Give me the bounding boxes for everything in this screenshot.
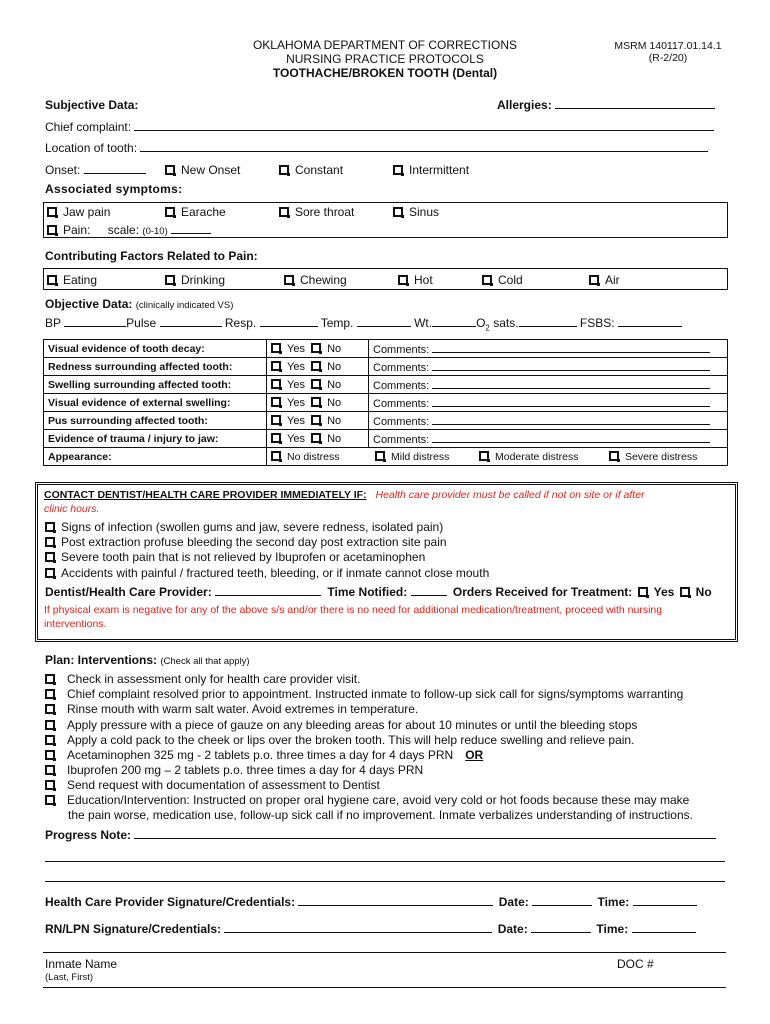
provider-label: Dentist/Health Care Provider:: [45, 585, 212, 599]
checkbox-icon[interactable]: [311, 361, 321, 371]
hcp-signature-row[interactable]: [45, 895, 697, 909]
rn-signature-line: [224, 922, 492, 933]
checkbox-icon: [165, 165, 175, 175]
contact-item-accidents[interactable]: [45, 566, 489, 580]
plan-item-check-in[interactable]: [45, 672, 360, 686]
checkbox-icon: [47, 225, 57, 235]
plan-item-pressure[interactable]: [45, 718, 637, 732]
wt-line: [432, 316, 476, 327]
checkbox-icon: [284, 275, 294, 285]
comments-cell[interactable]: [369, 394, 728, 412]
comments-label: Comments:: [373, 397, 430, 410]
drinking-label: Drinking: [181, 273, 226, 287]
vitals-row[interactable]: [45, 316, 682, 332]
air-label: Air: [605, 273, 620, 287]
yes-no-cell[interactable]: [267, 340, 369, 358]
pulse-line: [160, 316, 222, 327]
hot-checkbox[interactable]: [398, 273, 433, 287]
table-row: [44, 376, 728, 394]
sinus-checkbox[interactable]: [393, 205, 439, 219]
sats-label: sats.: [493, 316, 519, 330]
checkbox-icon: [47, 275, 57, 285]
checkbox-icon: [609, 451, 619, 461]
yes-no-cell[interactable]: [267, 394, 369, 412]
chief-complaint-field[interactable]: [45, 120, 714, 134]
comments-label: Comments:: [373, 361, 430, 374]
checkbox-icon: [165, 275, 175, 285]
header-line1: OKLAHOMA DEPARTMENT OF CORRECTIONS: [252, 38, 518, 52]
checkbox-icon[interactable]: [311, 343, 321, 353]
comments-line: [432, 378, 710, 389]
allergies-field[interactable]: [497, 98, 715, 112]
comments-cell[interactable]: [369, 340, 728, 358]
revision-text: (R-2/20): [648, 52, 688, 64]
checkbox-icon: [375, 451, 385, 461]
plan-label: Plan: Interventions:: [45, 653, 158, 667]
plan-item-ibuprofen[interactable]: [45, 763, 423, 777]
contact-item-label: Post extraction profuse bleeding the second day post extraction site pain: [61, 535, 447, 549]
checkbox-icon: [393, 165, 403, 175]
education-continuation: the pain worse, medication use, follow-up sick call if no improvement. Inmate verbalizes understanding of instructions.: [68, 808, 693, 822]
negative-exam-line2: interventions.: [44, 618, 107, 630]
contact-item-label: Accidents with painful / fractured teeth, bleeding, or if inmate cannot close mouth: [61, 566, 490, 580]
onset-line: [84, 163, 146, 174]
yes-no-cell[interactable]: [267, 358, 369, 376]
plan-note: (Check all that apply): [160, 656, 250, 667]
checkbox-icon[interactable]: [311, 397, 321, 407]
objective-note: (clinically indicated VS): [135, 300, 234, 311]
chewing-label: Chewing: [300, 273, 347, 287]
checkbox-icon: [45, 522, 55, 532]
form-number: [613, 40, 723, 64]
earache-label: Earache: [181, 205, 226, 219]
jaw-pain-label: Jaw pain: [63, 205, 111, 219]
or-label: OR: [465, 748, 484, 762]
sore-throat-checkbox[interactable]: [279, 205, 354, 219]
checkbox-icon[interactable]: [271, 397, 281, 407]
comments-cell[interactable]: [369, 358, 728, 376]
comments-line: [432, 360, 710, 371]
mild-distress-label: Mild distress: [391, 450, 450, 463]
time-notified-label: Time Notified:: [327, 585, 408, 599]
onset-intermittent-checkbox[interactable]: [393, 163, 469, 177]
onset-constant-label: Constant: [295, 163, 344, 177]
appearance-options[interactable]: [267, 448, 728, 466]
checkbox-icon: [398, 275, 408, 285]
checkbox-icon: [279, 207, 289, 217]
plan-item-cold-pack[interactable]: [45, 733, 634, 747]
pain-scale-line: [171, 223, 211, 234]
checkbox-icon: [45, 552, 55, 562]
temp-line: [357, 316, 411, 327]
checkbox-icon[interactable]: [311, 433, 321, 443]
table-row: [44, 394, 728, 412]
fsbs-label: FSBS:: [579, 316, 615, 330]
cold-checkbox[interactable]: [482, 273, 523, 287]
chief-complaint-line: [134, 120, 714, 131]
objective-label: Objective Data:: [45, 297, 133, 311]
checkbox-icon[interactable]: [271, 433, 281, 443]
header-line2: NURSING PRACTICE PROTOCOLS: [286, 52, 484, 66]
table-row: [44, 448, 728, 466]
page-title: TOOTHACHE/BROKEN TOOTH (Dental): [272, 66, 498, 80]
objective-table: [43, 339, 728, 466]
sinus-label: Sinus: [409, 205, 440, 219]
comments-line: [432, 432, 710, 443]
onset-field[interactable]: [45, 163, 146, 177]
hcp-time-line: [633, 895, 697, 906]
appearance-label: Appearance:: [44, 448, 267, 466]
hcp-time-label: Time:: [597, 895, 630, 909]
table-row: [44, 358, 728, 376]
table-row: [44, 412, 728, 430]
rn-time-line: [632, 922, 696, 933]
no-label: No: [327, 396, 342, 409]
comments-line: [432, 396, 710, 407]
wt-label: Wt.: [414, 316, 433, 330]
form-number-text: MSRM 140117.01.14.1: [614, 40, 722, 52]
progress-note-field[interactable]: [45, 828, 716, 842]
o2-subscript: 2: [485, 323, 490, 333]
eating-checkbox[interactable]: [47, 273, 97, 287]
checkbox-icon: [589, 275, 599, 285]
hcp-signature-line: [298, 895, 493, 906]
row-label: Evidence of trauma / injury to jaw:: [44, 430, 267, 448]
doc-number-label: DOC #: [617, 957, 654, 971]
row-label: Visual evidence of external swelling:: [44, 394, 267, 412]
yes-label: Yes: [287, 342, 305, 355]
jaw-pain-checkbox[interactable]: [47, 205, 110, 219]
moderate-distress-label: Moderate distress: [495, 450, 579, 463]
comments-label: Comments:: [373, 343, 430, 356]
location-line: [140, 141, 708, 152]
yes-label: Yes: [287, 396, 305, 409]
checkbox-icon: [45, 537, 55, 547]
plan-item-label: Apply a cold pack to the cheek or lips over the broken tooth. This will help reduce swelling and relieve pain.: [67, 733, 635, 747]
plan-item-label: Rinse mouth with warm salt water.: [67, 702, 250, 716]
onset-label: Onset:: [45, 163, 81, 177]
contact-note-line1: Health care provider must be called if not on site or if after: [375, 489, 645, 501]
contact-note-line2: clinic hours.: [44, 503, 100, 515]
checkbox-icon: [482, 275, 492, 285]
progress-line: [134, 828, 716, 839]
no-label: No: [327, 414, 342, 427]
o2-label: O: [476, 316, 486, 330]
sore-throat-label: Sore throat: [295, 205, 355, 219]
provider-line: [215, 585, 321, 596]
progress-line-3[interactable]: [45, 881, 725, 882]
comments-label: Comments:: [373, 415, 430, 428]
negative-exam-line1: If physical exam is negative for any of the above s/s and/or there is no need for additional medication/treatment, proceed with nursing: [44, 604, 663, 616]
checkbox-icon[interactable]: [271, 361, 281, 371]
earache-checkbox[interactable]: [165, 205, 226, 219]
checkbox-icon: [45, 750, 55, 760]
checkbox-icon: [279, 165, 289, 175]
rn-signature-row[interactable]: [45, 922, 696, 936]
onset-constant-checkbox[interactable]: [279, 163, 343, 177]
comments-label: Comments:: [373, 433, 430, 446]
pain-label: Pain:: [63, 223, 91, 237]
no-distress-label: No distress: [287, 450, 340, 463]
temp-label: Temp.: [320, 316, 354, 330]
hcp-signature-label: Health Care Provider Signature/Credentials:: [45, 895, 296, 909]
plan-item-label: Ibuprofen 200 mg – 2 tablets p.o. three times a day for 4 days PRN: [67, 763, 424, 777]
sats-line: [519, 316, 577, 327]
checkbox-icon: [45, 795, 55, 805]
onset-intermittent-label: Intermittent: [409, 163, 470, 177]
location-field[interactable]: [45, 141, 708, 155]
no-label: No: [327, 378, 342, 391]
plan-item-rinse[interactable]: [45, 702, 418, 716]
contributing-box: [43, 268, 728, 290]
fsbs-line: [618, 316, 682, 327]
contact-item-severe-pain[interactable]: [45, 550, 425, 564]
subjective-label: Subjective Data:: [45, 98, 139, 112]
yes-label: Yes: [287, 432, 305, 445]
cold-label: Cold: [498, 273, 523, 287]
eating-label: Eating: [63, 273, 98, 287]
plan-item-acetaminophen[interactable]: [45, 748, 483, 762]
location-label: Location of tooth:: [45, 141, 138, 155]
table-row: [44, 340, 728, 358]
rn-signature-label: RN/LPN Signature/Credentials:: [45, 922, 222, 936]
progress-note-label: Progress Note:: [45, 828, 132, 842]
orders-yes-label: Yes: [653, 585, 675, 599]
air-checkbox[interactable]: [589, 273, 620, 287]
plan-item-label: Acetaminophen 325 mg - 2 tablets p.o. three times a day for 4 days PRN: [67, 748, 454, 762]
moderate-distress-checkbox[interactable]: [479, 451, 609, 463]
yes-label: Yes: [287, 414, 305, 427]
checkbox-icon[interactable]: [311, 379, 321, 389]
checkbox-icon: [45, 735, 55, 745]
scale-label: scale:: [107, 223, 140, 237]
no-label: No: [327, 360, 342, 373]
comments-line: [432, 414, 710, 425]
checkbox-icon: [47, 207, 57, 217]
resp-line: [260, 316, 318, 327]
table-row: [44, 430, 728, 448]
progress-line-2[interactable]: [45, 861, 725, 862]
contact-item-label: Severe tooth pain that is not relieved by Ibuprofen or acetaminophen: [61, 550, 426, 564]
yes-label: Yes: [287, 378, 305, 391]
checkbox-icon: [45, 674, 55, 684]
comments-label: Comments:: [373, 379, 430, 392]
objective-heading: [45, 297, 233, 311]
plan-item-label: Check in assessment only for health care provider visit.: [67, 672, 361, 686]
severe-distress-label: Severe distress: [625, 450, 698, 463]
last-first-label: (Last, First): [45, 972, 94, 983]
orders-label: Orders Received for Treatment:: [452, 585, 633, 599]
yes-no-cell[interactable]: [267, 412, 369, 430]
checkbox-icon: [45, 704, 55, 714]
checkbox-icon: [165, 207, 175, 217]
plan-item-label: Chief complaint resolved prior to appointment. Instructed inmate to follow-up sick call for signs/symptoms warranting: [67, 687, 684, 701]
row-label: Pus surrounding affected tooth:: [44, 412, 267, 430]
associated-symptoms-label: Associated symptoms:: [45, 182, 183, 196]
comments-cell[interactable]: [369, 412, 728, 430]
mild-distress-checkbox[interactable]: [375, 451, 479, 463]
plan-item-resolved[interactable]: [45, 687, 683, 701]
scale-range: (0-10): [142, 226, 168, 237]
orders-no-checkbox[interactable]: [680, 587, 690, 597]
onset-new-checkbox[interactable]: [165, 163, 240, 177]
contributing-label: Contributing Factors Related to Pain:: [45, 249, 258, 263]
rn-time-label: Time:: [596, 922, 629, 936]
drinking-checkbox[interactable]: [165, 273, 225, 287]
rn-date-label: Date:: [497, 922, 528, 936]
no-distress-checkbox[interactable]: [271, 451, 375, 463]
rn-date-line: [531, 922, 591, 933]
comments-cell[interactable]: [369, 376, 728, 394]
row-label: Visual evidence of tooth decay:: [44, 340, 267, 358]
checkbox-icon: [393, 207, 403, 217]
comments-cell[interactable]: [369, 430, 728, 448]
checkbox-icon[interactable]: [271, 415, 281, 425]
no-label: No: [327, 342, 342, 355]
contact-heading: CONTACT DENTIST/HEALTH CARE PROVIDER IMMEDIATELY IF:: [44, 489, 367, 501]
checkbox-icon[interactable]: [271, 343, 281, 353]
contact-item-bleeding[interactable]: [45, 535, 447, 549]
row-label: Redness surrounding affected tooth:: [44, 358, 267, 376]
hcp-date-line: [532, 895, 592, 906]
comments-line: [432, 342, 710, 353]
allergies-line: [555, 98, 715, 109]
checkbox-icon: [45, 689, 55, 699]
contact-heading-row: [44, 489, 645, 501]
contact-item-label: Signs of infection (swollen gums and jaw, severe redness, isolated pain): [61, 520, 444, 534]
bp-line: [64, 316, 126, 327]
checkbox-icon: [45, 780, 55, 790]
onset-new-label: New Onset: [181, 163, 241, 177]
hcp-date-label: Date:: [498, 895, 529, 909]
bp-label: BP: [45, 316, 61, 330]
checkbox-icon[interactable]: [311, 415, 321, 425]
resp-label: Resp.: [224, 316, 257, 330]
pain-checkbox[interactable]: [47, 223, 211, 237]
footer-bottom-rule: [43, 987, 726, 988]
allergies-label: Allergies:: [497, 98, 552, 112]
checkbox-icon: [45, 720, 55, 730]
checkbox-icon: [45, 765, 55, 775]
chewing-checkbox[interactable]: [284, 273, 347, 287]
plan-item-label: Send request with documentation of assessment to Dentist: [67, 778, 380, 792]
rinse-extra-label: Avoid extremes in temperature.: [251, 702, 419, 716]
plan-item-education[interactable]: [45, 793, 689, 807]
orders-yes-checkbox[interactable]: [638, 587, 648, 597]
yes-label: Yes: [287, 360, 305, 373]
severe-distress-checkbox[interactable]: [609, 451, 697, 463]
checkbox-icon[interactable]: [271, 379, 281, 389]
checkbox-icon: [479, 451, 489, 461]
plan-item-label: Apply pressure with a piece of gauze on any bleeding areas for about 10 minutes or until the bleeding stops: [67, 718, 638, 732]
contact-item-infection[interactable]: [45, 520, 443, 534]
time-notified-line: [411, 585, 447, 596]
yes-no-cell[interactable]: [267, 376, 369, 394]
pulse-label: Pulse: [126, 316, 157, 330]
provider-row[interactable]: [45, 585, 712, 599]
checkbox-icon: [271, 451, 281, 461]
plan-item-send-request[interactable]: [45, 778, 380, 792]
row-label: Swelling surrounding affected tooth:: [44, 376, 267, 394]
checkbox-icon: [45, 568, 55, 578]
plan-heading: [45, 653, 250, 667]
yes-no-cell[interactable]: [267, 430, 369, 448]
chief-complaint-label: Chief complaint:: [45, 120, 132, 134]
no-label: No: [327, 432, 342, 445]
plan-item-label: Education/Intervention: Instructed on proper oral hygiene care, avoid very cold or hot foods because these may make: [67, 793, 690, 807]
footer-top-rule: [43, 952, 726, 953]
inmate-name-label: Inmate Name: [45, 957, 118, 971]
hot-label: Hot: [414, 273, 433, 287]
orders-no-label: No: [695, 585, 712, 599]
